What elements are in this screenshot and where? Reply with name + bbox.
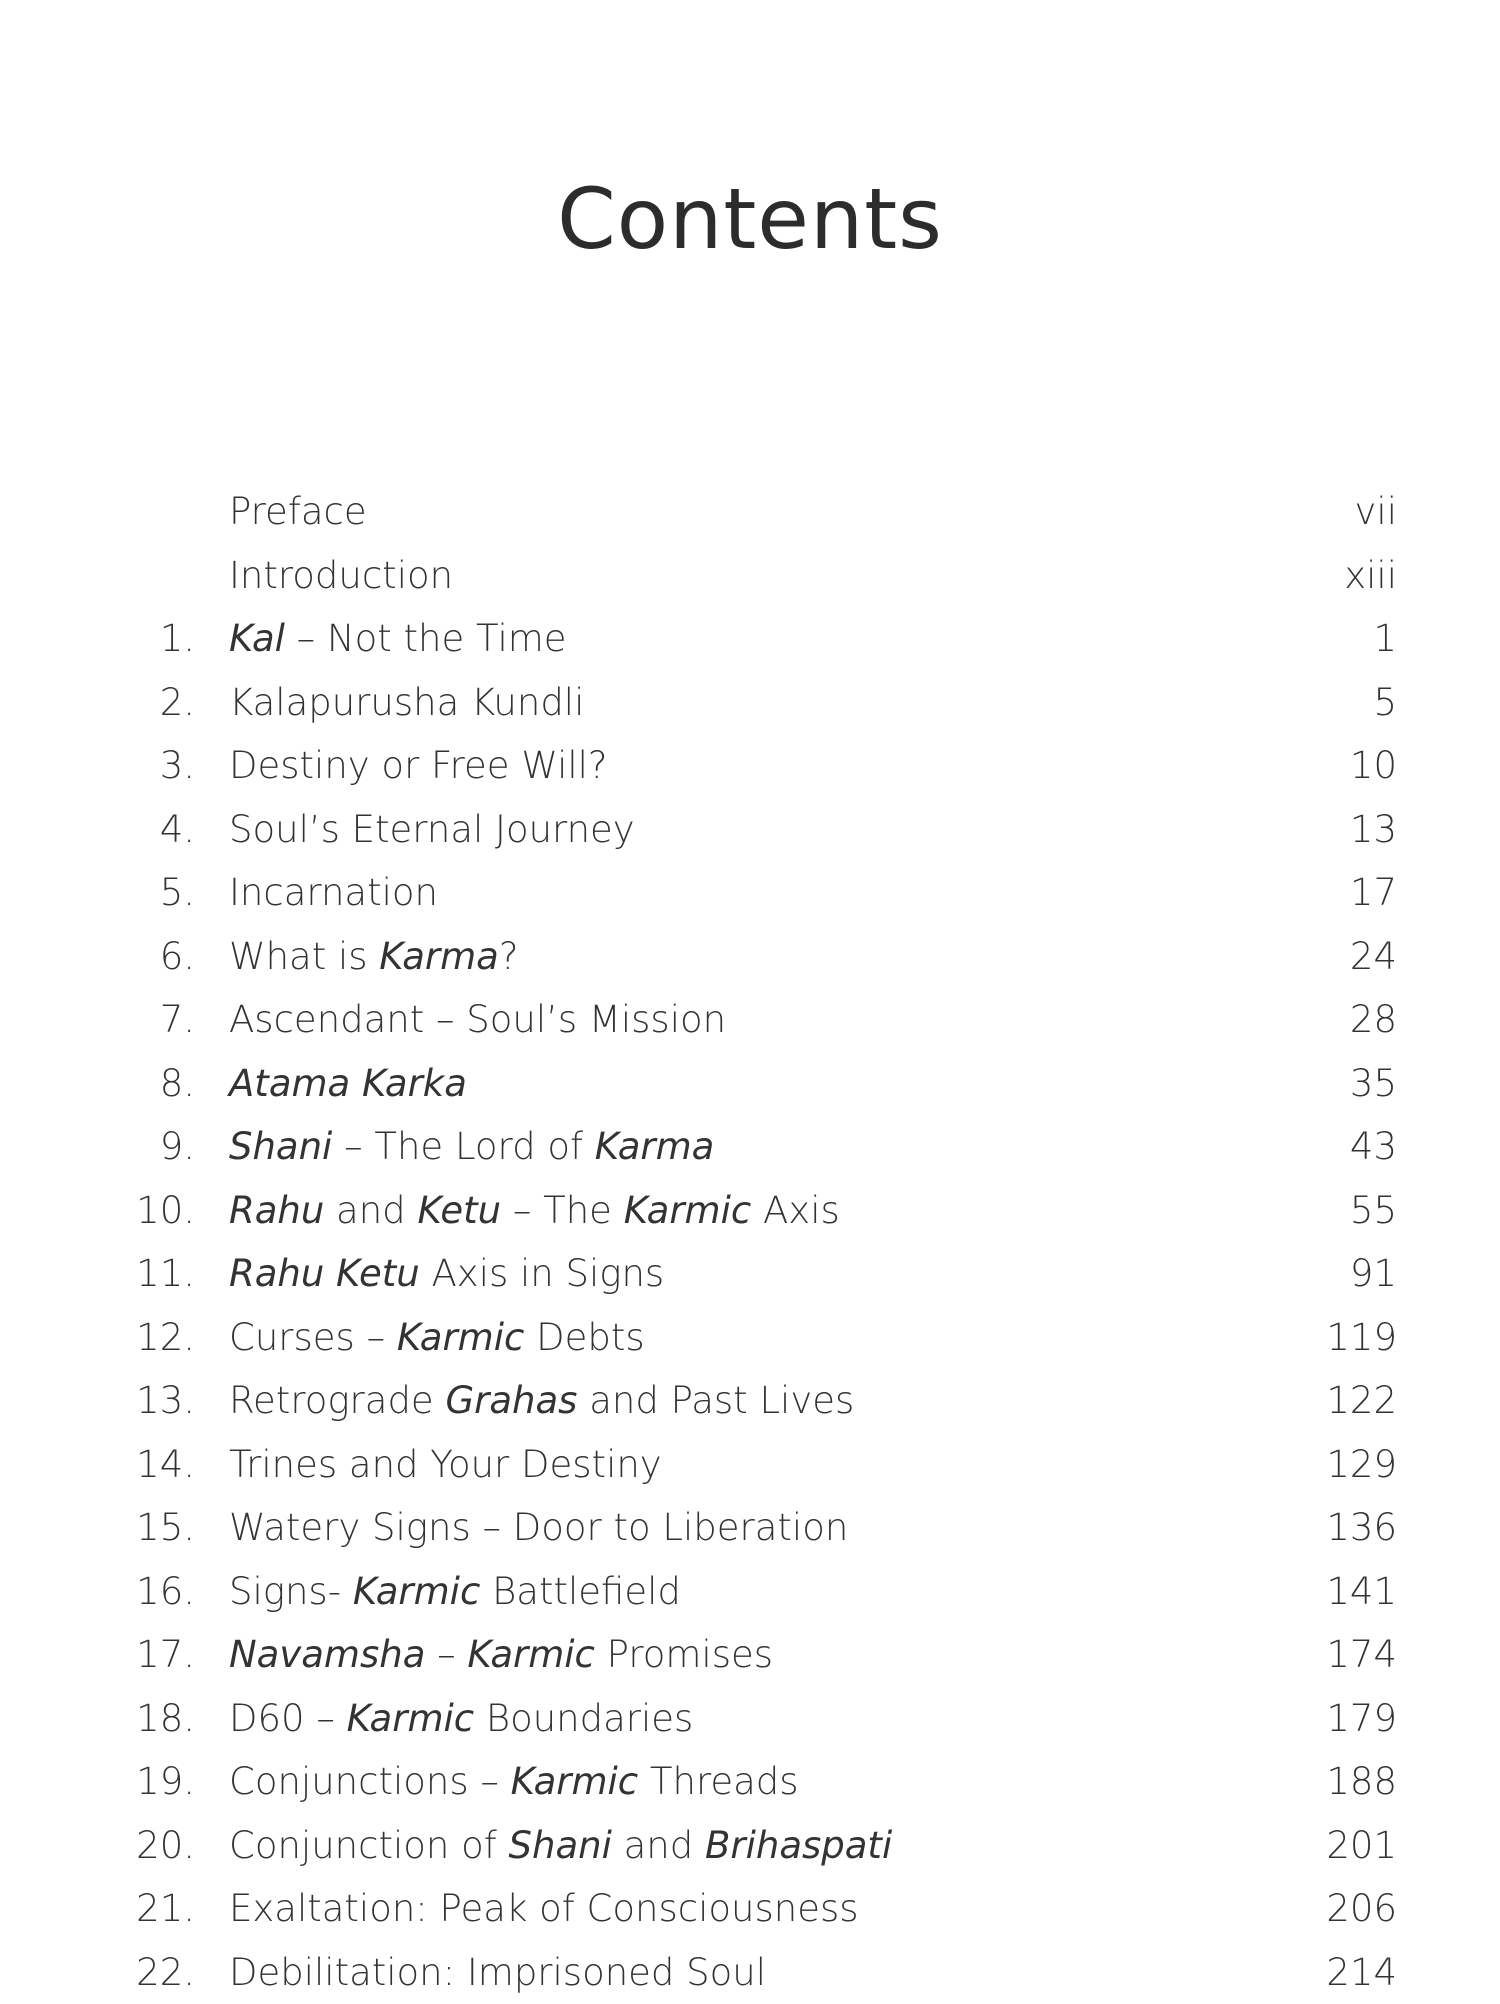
toc-entry <box>0 544 1500 608</box>
chapter-title <box>229 1687 693 1751</box>
chapter-title <box>229 798 635 862</box>
chapter-number: 13. <box>136 1369 195 1433</box>
toc-entry <box>0 1496 1500 1560</box>
chapter-number: 15. <box>136 1496 195 1560</box>
chapter-title-italic-part: Grahas <box>445 1379 577 1422</box>
page-number: 28 <box>1350 988 1397 1052</box>
page-number: 188 <box>1326 1750 1397 1814</box>
toc-entry <box>0 1115 1500 1179</box>
chapter-title <box>229 480 367 544</box>
toc-entry <box>0 798 1500 862</box>
chapter-title-part: Conjunction of <box>229 1824 509 1867</box>
chapter-title-part: Trines and Your Destiny <box>229 1443 662 1486</box>
page-number: 5 <box>1373 671 1397 735</box>
chapter-title <box>229 1496 848 1560</box>
chapter-title <box>229 1052 467 1116</box>
chapter-title-part: Destiny or Free Will? <box>229 744 608 787</box>
chapter-title <box>229 671 584 735</box>
chapter-title-part: Axis in Signs <box>420 1252 664 1295</box>
chapter-title-part: Conjunctions – <box>229 1760 511 1803</box>
page-number: vii <box>1355 480 1397 544</box>
toc-entry <box>0 1433 1500 1497</box>
toc-entry <box>0 1877 1500 1941</box>
chapter-title-part: – The Lord of <box>332 1125 594 1168</box>
chapter-title <box>229 734 608 798</box>
chapter-number: 22. <box>136 1941 195 2004</box>
toc-entry <box>0 1369 1500 1433</box>
page-title: Contents <box>0 170 1500 268</box>
chapter-title-part: – Not the Time <box>285 617 567 660</box>
chapter-number: 8. <box>160 1052 195 1116</box>
toc-entry <box>0 734 1500 798</box>
toc-entry <box>0 1750 1500 1814</box>
chapter-number: 3. <box>160 734 195 798</box>
chapter-title-italic-part: Karma <box>379 935 499 978</box>
chapter-number: 12. <box>136 1306 195 1370</box>
page-number: xiii <box>1344 544 1397 608</box>
chapter-title-italic-part: Navamsha <box>229 1633 425 1676</box>
chapter-title <box>229 1560 681 1624</box>
page-number: 129 <box>1326 1433 1397 1497</box>
chapter-title-part: ? <box>499 935 519 978</box>
chapter-title <box>229 1623 773 1687</box>
toc-entry <box>0 988 1500 1052</box>
toc-entry <box>0 1242 1500 1306</box>
toc-entry <box>0 1623 1500 1687</box>
toc-entry <box>0 925 1500 989</box>
chapter-title-italic-part: Karmic <box>347 1697 475 1740</box>
chapter-title <box>229 1433 662 1497</box>
chapter-number: 2. <box>160 671 195 735</box>
chapter-title-part: What is <box>229 935 379 978</box>
chapter-title <box>229 1877 859 1941</box>
chapter-number: 4. <box>160 798 195 862</box>
chapter-number: 19. <box>136 1750 195 1814</box>
toc-entry <box>0 1179 1500 1243</box>
chapter-title-part: Preface <box>229 490 367 533</box>
chapter-title-part: Battlefield <box>480 1570 681 1613</box>
page-number: 122 <box>1326 1369 1397 1433</box>
table-of-contents <box>0 480 1500 2004</box>
toc-entry <box>0 1560 1500 1624</box>
page-number: 17 <box>1350 861 1397 925</box>
chapter-title-part: Retrograde <box>229 1379 445 1422</box>
toc-entry <box>0 607 1500 671</box>
chapter-title-part: and Past Lives <box>577 1379 854 1422</box>
toc-entry <box>0 1052 1500 1116</box>
chapter-title-italic-part: Karmic <box>397 1316 525 1359</box>
chapter-title-part: Axis <box>751 1189 840 1232</box>
chapter-title <box>229 1242 664 1306</box>
chapter-number: 14. <box>136 1433 195 1497</box>
chapter-title-part: Kalapurusha Kundli <box>229 681 584 724</box>
chapter-title-italic-part: Karmic <box>624 1189 752 1232</box>
chapter-title-part: Exaltation: Peak of Consciousness <box>229 1887 859 1930</box>
chapter-title-italic-part: Karmic <box>353 1570 481 1613</box>
chapter-title-italic-part: Shani <box>509 1824 612 1867</box>
chapter-title-part: Introduction <box>229 554 453 597</box>
chapter-number: 9. <box>160 1115 195 1179</box>
toc-entry <box>0 480 1500 544</box>
page-number: 119 <box>1326 1306 1397 1370</box>
chapter-title-part: Soul’s Eternal Journey <box>229 808 635 851</box>
toc-entry <box>0 1941 1500 2004</box>
chapter-number: 18. <box>136 1687 195 1751</box>
chapter-title-italic-part: Shani <box>229 1125 332 1168</box>
chapter-title-italic-part: Karmic <box>511 1760 639 1803</box>
page-number: 206 <box>1326 1877 1397 1941</box>
chapter-title <box>229 1369 854 1433</box>
chapter-title-part: and <box>612 1824 705 1867</box>
chapter-title <box>229 544 453 608</box>
chapter-title <box>229 1115 714 1179</box>
chapter-number: 5. <box>160 861 195 925</box>
chapter-title-part: Curses – <box>229 1316 397 1359</box>
chapter-title <box>229 1941 766 2004</box>
chapter-title-part: Ascendant – Soul’s Mission <box>229 998 726 1041</box>
chapter-title-part: and <box>324 1189 417 1232</box>
chapter-title-italic-part: Kal <box>229 617 285 660</box>
chapter-number: 1. <box>160 607 195 671</box>
page-number: 91 <box>1350 1242 1397 1306</box>
chapter-title <box>229 1750 799 1814</box>
page-number: 55 <box>1350 1179 1397 1243</box>
page-number: 214 <box>1326 1941 1397 2004</box>
page-number: 179 <box>1326 1687 1397 1751</box>
page-number: 201 <box>1326 1814 1397 1878</box>
toc-entry <box>0 1687 1500 1751</box>
page-number: 1 <box>1373 607 1397 671</box>
chapter-title-part: Promises <box>595 1633 773 1676</box>
chapter-title <box>229 925 518 989</box>
chapter-title-italic-part: Atama Karka <box>229 1062 467 1105</box>
chapter-title-part: – <box>425 1633 467 1676</box>
toc-entry <box>0 671 1500 735</box>
chapter-title <box>229 1814 892 1878</box>
chapter-number: 10. <box>136 1179 195 1243</box>
chapter-title-part: Threads <box>638 1760 798 1803</box>
chapter-number: 16. <box>136 1560 195 1624</box>
chapter-title-part: Signs- <box>229 1570 353 1613</box>
chapter-title <box>229 1306 645 1370</box>
page-number: 136 <box>1326 1496 1397 1560</box>
chapter-title <box>229 861 438 925</box>
chapter-title-part: Watery Signs – Door to Liberation <box>229 1506 848 1549</box>
toc-entry <box>0 1306 1500 1370</box>
page-number: 43 <box>1350 1115 1397 1179</box>
chapter-title <box>229 607 567 671</box>
chapter-title-italic-part: Rahu <box>229 1189 324 1232</box>
chapter-title <box>229 988 726 1052</box>
chapter-number: 7. <box>160 988 195 1052</box>
page-number: 24 <box>1350 925 1397 989</box>
chapter-title-part: Boundaries <box>474 1697 693 1740</box>
chapter-title-part: Debts <box>524 1316 644 1359</box>
chapter-title-italic-part: Rahu Ketu <box>229 1252 420 1295</box>
page-number: 35 <box>1350 1052 1397 1116</box>
toc-entry <box>0 1814 1500 1878</box>
chapter-number: 21. <box>136 1877 195 1941</box>
chapter-title-italic-part: Karma <box>595 1125 715 1168</box>
chapter-number: 11. <box>136 1242 195 1306</box>
page-number: 10 <box>1350 734 1397 798</box>
chapter-title-part: Incarnation <box>229 871 438 914</box>
page-number: 141 <box>1326 1560 1397 1624</box>
chapter-title-italic-part: Ketu <box>417 1189 501 1232</box>
chapter-title-italic-part: Brihaspati <box>705 1824 892 1867</box>
page-number: 13 <box>1350 798 1397 862</box>
page-number: 174 <box>1326 1623 1397 1687</box>
chapter-number: 17. <box>136 1623 195 1687</box>
chapter-title-part: D60 – <box>229 1697 347 1740</box>
chapter-title-italic-part: Karmic <box>467 1633 595 1676</box>
toc-entry <box>0 861 1500 925</box>
chapter-title <box>229 1179 840 1243</box>
chapter-title-part: – The <box>501 1189 624 1232</box>
chapter-number: 6. <box>160 925 195 989</box>
chapter-title-part: Debilitation: Imprisoned Soul <box>229 1951 766 1994</box>
chapter-number: 20. <box>136 1814 195 1878</box>
